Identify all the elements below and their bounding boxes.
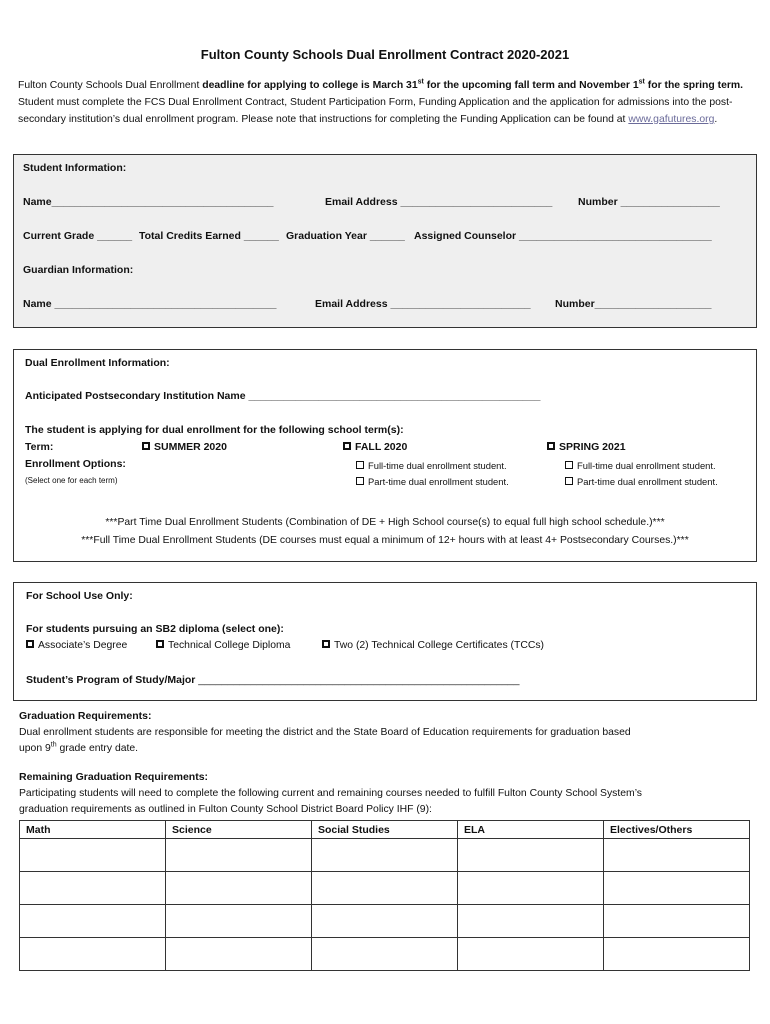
gafutures-link[interactable]: www.gafutures.org — [628, 114, 715, 125]
enrollment-options-label: Enrollment Options: — [25, 458, 126, 470]
program-of-study-label: Student’s Program of Study/Major — [26, 674, 196, 686]
intro-deadline-a: deadline for applying to college is March 31 — [202, 80, 418, 91]
checkbox-icon[interactable] — [356, 461, 364, 469]
guardian-name-field[interactable]: Name ______________________________________ — [23, 298, 277, 310]
table-cell[interactable] — [20, 839, 166, 872]
column-header-ela: ELA — [458, 821, 604, 839]
guardian-info-heading: Guardian Information: — [23, 264, 134, 276]
graduation-text-line1: Dual enrollment students are responsible for meeting the district and the State Board of Education requirements for graduation based — [19, 727, 631, 738]
table-cell[interactable] — [458, 938, 604, 971]
tcc-certificates-option[interactable] — [322, 640, 544, 651]
dual-enrollment-box — [13, 349, 757, 562]
graduation-year-field[interactable]: Graduation Year ______ — [286, 230, 405, 242]
intro-paragraph — [18, 77, 756, 128]
program-of-study-line: _______________________________________________________ — [198, 674, 520, 686]
associates-degree-option[interactable] — [26, 640, 127, 651]
applying-statement: The student is applying for dual enrollment for the following school term(s): — [25, 424, 404, 436]
table-cell[interactable] — [604, 905, 750, 938]
table-header-row — [20, 821, 750, 839]
term-spring-2021-option[interactable] — [547, 441, 626, 453]
intro-deadline-b: for the upcoming fall term and November 1 — [423, 80, 639, 91]
checkbox-icon[interactable] — [565, 477, 573, 485]
institution-name-field[interactable]: Anticipated Postsecondary Institution Name __________________________________________________ — [25, 390, 541, 402]
checkbox-icon[interactable] — [565, 461, 573, 469]
remaining-requirements-heading: Remaining Graduation Requirements: — [19, 771, 209, 783]
program-of-study-field[interactable] — [26, 674, 519, 686]
guardian-email-field[interactable]: Email Address ________________________ — [315, 298, 531, 310]
full-time-note: ***Full Time Dual Enrollment Students (DE courses must equal a minimum of 12+ hours with at least 4+ Postsecondary Courses.)*** — [81, 535, 689, 546]
table-cell[interactable] — [20, 905, 166, 938]
requirements-table — [19, 820, 750, 971]
checkbox-icon[interactable] — [26, 640, 34, 648]
table-cell[interactable] — [604, 938, 750, 971]
term-fall-label: FALL 2020 — [355, 441, 408, 453]
table-cell[interactable] — [166, 872, 312, 905]
table-row — [20, 905, 750, 938]
column-header-electives: Electives/Others — [604, 821, 750, 839]
table-cell[interactable] — [166, 839, 312, 872]
table-cell[interactable] — [458, 839, 604, 872]
graduation-text-part: upon 9 — [19, 743, 51, 754]
current-grade-field[interactable]: Current Grade ______ — [23, 230, 133, 242]
intro-deadline-c: for the spring term. — [644, 80, 744, 91]
checkbox-icon[interactable] — [322, 640, 330, 648]
intro-body: Student must complete the FCS Dual Enrollment Contract, Student Participation Form, Funding Application and the application for admissions into the post-secondary institution’s dual enrollment program. Please note that instructions for completing the Funding Application can be found at — [18, 97, 733, 125]
checkbox-icon[interactable] — [343, 442, 351, 450]
student-info-heading: Student Information: — [23, 162, 127, 174]
fall-part-time-option[interactable] — [356, 476, 509, 487]
student-email-field[interactable]: Email Address __________________________ — [325, 196, 553, 208]
term-label: Term: — [25, 441, 54, 453]
associates-degree-label: Associate’s Degree — [38, 640, 128, 651]
part-time-label: Part-time dual enrollment student. — [368, 476, 509, 487]
table-cell[interactable] — [312, 872, 458, 905]
intro-sup-b: st — [638, 78, 645, 86]
graduation-text-sup: th — [50, 741, 57, 749]
graduation-text-line2 — [19, 743, 138, 754]
part-time-label: Part-time dual enrollment student. — [577, 476, 718, 487]
table-cell[interactable] — [312, 938, 458, 971]
term-summer-2020-option[interactable] — [142, 441, 227, 453]
intro-lead: Fulton County Schools Dual Enrollment — [18, 80, 203, 91]
checkbox-icon[interactable] — [356, 477, 364, 485]
tcc-certificates-label: Two (2) Technical College Certificates (TCCs) — [334, 640, 544, 651]
table-cell[interactable] — [20, 872, 166, 905]
table-cell[interactable] — [312, 905, 458, 938]
graduation-text-part: grade entry date. — [56, 743, 139, 754]
technical-diploma-option[interactable] — [156, 640, 290, 651]
table-cell[interactable] — [166, 905, 312, 938]
table-cell[interactable] — [20, 938, 166, 971]
table-cell[interactable] — [312, 839, 458, 872]
enrollment-options-hint: (Select one for each term) — [25, 476, 118, 485]
column-header-science: Science — [166, 821, 312, 839]
table-cell[interactable] — [458, 905, 604, 938]
guardian-number-field[interactable]: Number____________________ — [555, 298, 712, 310]
page-title: Fulton County Schools Dual Enrollment Contract 2020-2021 — [200, 47, 570, 62]
remaining-text-line1: Participating students will need to complete the following current and remaining courses needed to fulfill Fulton County School System’s — [19, 788, 643, 799]
dual-enrollment-heading: Dual Enrollment Information: — [25, 357, 170, 369]
spring-part-time-option[interactable] — [565, 476, 718, 487]
column-header-social-studies: Social Studies — [312, 821, 458, 839]
table-row — [20, 938, 750, 971]
technical-diploma-label: Technical College Diploma — [168, 640, 291, 651]
intro-end: . — [714, 114, 718, 125]
table-cell[interactable] — [458, 872, 604, 905]
table-cell[interactable] — [166, 938, 312, 971]
part-time-note: ***Part Time Dual Enrollment Students (Combination of DE + High School course(s) to equal full high school schedule.)*** — [105, 517, 665, 528]
table-cell[interactable] — [604, 839, 750, 872]
school-use-heading: For School Use Only: — [26, 590, 133, 602]
checkbox-icon[interactable] — [156, 640, 164, 648]
spring-full-time-option[interactable] — [565, 460, 716, 471]
checkbox-icon[interactable] — [547, 442, 555, 450]
assigned-counselor-field[interactable]: Assigned Counselor _________________________________ — [414, 230, 712, 242]
sb2-diploma-label: For students pursuing an SB2 diploma (select one): — [26, 623, 284, 635]
term-fall-2020-option[interactable] — [343, 441, 407, 453]
total-credits-field[interactable]: Total Credits Earned ______ — [139, 230, 279, 242]
student-number-field[interactable]: Number _________________ — [578, 196, 720, 208]
column-header-math: Math — [20, 821, 166, 839]
student-name-field[interactable]: Name______________________________________ — [23, 196, 274, 208]
graduation-requirements-heading: Graduation Requirements: — [19, 710, 152, 722]
term-summer-label: SUMMER 2020 — [154, 441, 227, 453]
table-cell[interactable] — [604, 872, 750, 905]
table-row — [20, 872, 750, 905]
fall-full-time-option[interactable] — [356, 460, 507, 471]
remaining-text-line2: graduation requirements as outlined in Fulton County School District Board Policy IHF (9): — [19, 804, 432, 815]
full-time-label: Full-time dual enrollment student. — [368, 460, 507, 471]
intro-sup-a: st — [417, 78, 424, 86]
full-time-label: Full-time dual enrollment student. — [577, 460, 716, 471]
term-spring-label: SPRING 2021 — [559, 441, 626, 453]
checkbox-icon[interactable] — [142, 442, 150, 450]
table-row — [20, 839, 750, 872]
